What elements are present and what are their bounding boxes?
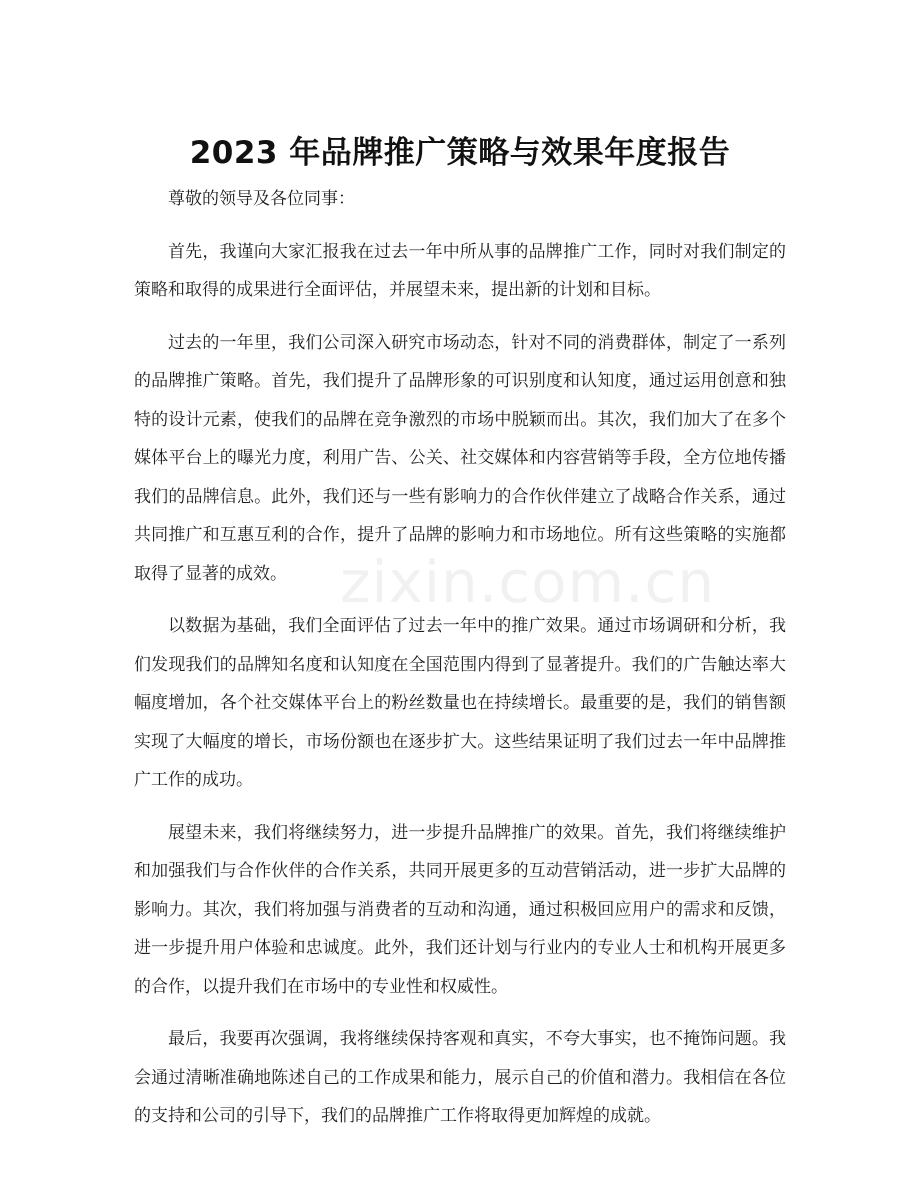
outlook-paragraph: 展望未来，我们将继续努力，进一步提升品牌推广的效果。首先，我们将继续维护和加强我们与合作伙伴的合作关系，共同开展更多的互动营销活动，进一步扩大品牌的影响力。其次，我们将加强与消费者的互动和沟通，通过积极回应用户的需求和反馈，进一步提升用户体验和忠诚度。此外，我们还计划与行业内的专业人士和机构开展更多的合作，以提升我们在市场中的专业性和权威性。 [134, 822, 786, 997]
closing-paragraph: 最后，我要再次强调，我将继续保持客观和真实，不夸大事实，也不掩饰问题。我会通过清晰准确地陈述自己的工作成果和能力，展示自己的价值和潜力。我相信在各位的支持和公司的引导下，我们的品牌推广工作将取得更加辉煌的成就。 [134, 1029, 786, 1126]
document-body [134, 180, 786, 1150]
watermark: zixin.com.cn [340, 548, 716, 616]
salutation-paragraph: 尊敬的领导及各位同事： [168, 189, 355, 209]
results-paragraph: 以数据为基础，我们全面评估了过去一年中的推广效果。通过市场调研和分析，我们发现我们的品牌知名度和认知度在全国范围内得到了显著提升。我们的广告触达率大幅度增加，各个社交媒体平台上的粉丝数量也在持续增长。最重要的是，我们的销售额实现了大幅度的增长，市场份额也在逐步扩大。这些结果证明了我们过去一年中品牌推广工作的成功。 [134, 616, 786, 790]
document-title: 2023 年品牌推广策略与效果年度报告 [189, 134, 731, 171]
intro-paragraph: 首先，我谨向大家汇报我在过去一年中所从事的品牌推广工作，同时对我们制定的策略和取得的成果进行全面评估，并展望未来，提出新的计划和目标。 [134, 241, 786, 300]
strategy-paragraph: 过去的一年里，我们公司深入研究市场动态，针对不同的消费群体，制定了一系列的品牌推广策略。首先，我们提升了品牌形象的可识别度和认知度，通过运用创意和独特的设计元素，使我们的品牌在竞争激烈的市场中脱颖而出。其次，我们加大了在多个媒体平台上的曝光力度，利用广告、公关、社交媒体和内容营销等手段，全方位地传播我们的品牌信息。此外，我们还与一些有影响力的合作伙伴建立了战略合作关系，通过共同推广和互惠互利的合作，提升了品牌的影响力和市场地位。所有这些策略的实施都取得了显著的成效。 [134, 332, 786, 584]
